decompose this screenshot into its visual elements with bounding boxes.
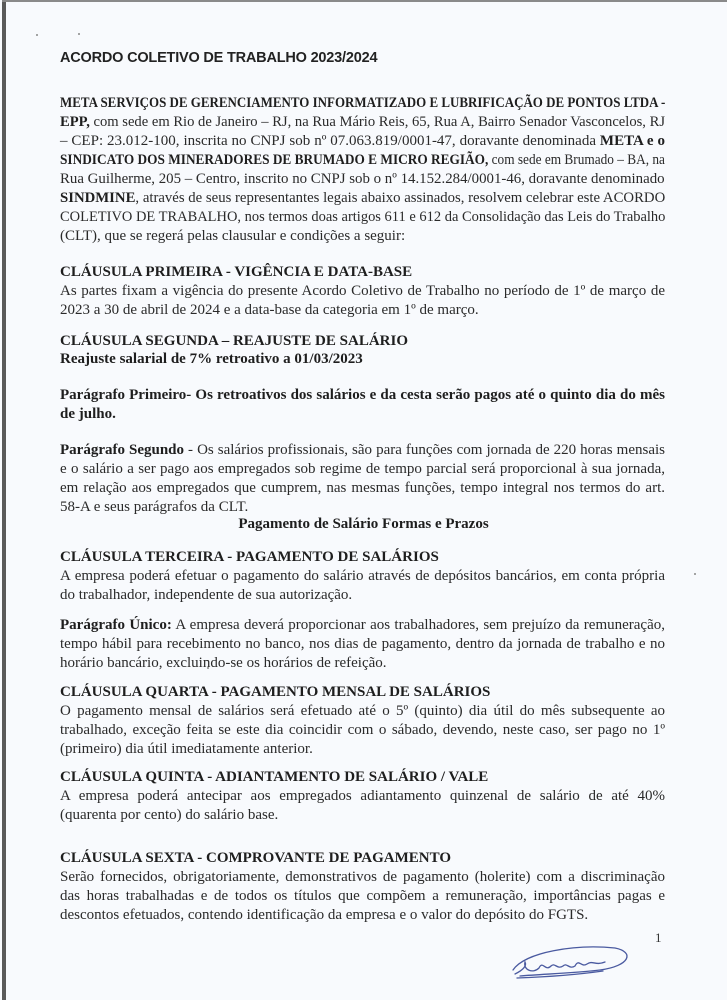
clause-text: As partes fixam a vigência do presente Acordo Coletivo de Trabalho no período de 1º de março de: [60, 283, 665, 299]
scan-speck: [36, 34, 38, 36]
clause-text: trabalhado, exceção feita se este dia coincidir com o sábado, devendo, neste caso, ser pago no 1º: [60, 722, 665, 738]
preamble-line: [60, 94, 665, 113]
clause-text: 2023 a 30 de abril de 2024 e a data-base da categoria em 1º de março.: [60, 302, 479, 318]
paragraph-text: tempo hábil para recebimento no banco, nos dias de pagamento, dentro da jornada de trabalho e no: [60, 636, 665, 652]
document-title: ACORDO COLETIVO DE TRABALHO 2023/2024: [60, 50, 378, 66]
paragraph-text: em relação aos empregados que cumprem, nas mesmas funções, tempo integral nos termos do art.: [60, 480, 665, 496]
section-title: Pagamento de Salário Formas e Prazos: [238, 516, 489, 532]
paragraph-text: e o salário a ser pago aos empregados sob regime de tempo parcial será proporcional à sua jornada,: [60, 461, 665, 477]
preamble-line: [60, 227, 665, 246]
preamble-text: com sede em Rio de Janeiro – RJ, na Rua Mário Reis, 65, Rua A, Bairro Senador Vasconcelos, RJ: [89, 114, 666, 130]
paragraph-text: Parágrafo Primeiro- Os retroativos dos salários e da cesta serão pagos até o quinto dia do mês: [60, 387, 665, 403]
clause-text: Serão fornecidos, obrigatoriamente, demonstrativos de pagamento (holerite) com a discriminação: [60, 869, 665, 885]
signature-image: [505, 940, 635, 985]
clause-heading: CLÁUSULA SEXTA - COMPROVANTE DE PAGAMENTO: [60, 850, 452, 866]
clause-heading: CLÁUSULA QUARTA - PAGAMENTO MENSAL DE SALÁRIOS: [60, 684, 491, 700]
party-alias: META e o: [599, 133, 665, 149]
preamble-text: – CEP: 23.012-100, inscrita no CNPJ sob nº 07.063.819/0001-47, doravante denominada: [60, 133, 600, 149]
clause-heading: CLÁUSULA TERCEIRA - PAGAMENTO DE SALÁRIOS: [60, 549, 439, 565]
preamble-text: Rua Guilherme, 205 – Centro, inscrito no CNPJ sob o nº 14.152.284/0001-46, doravante denominado: [60, 171, 665, 187]
paragraph-text: de julho.: [60, 406, 116, 422]
paragraph-label: Parágrafo Segundo: [60, 442, 185, 458]
clause-subheading: Reajuste salarial de 7% retroativo a 01/03/2023: [60, 351, 363, 367]
page-number: 1: [655, 930, 662, 945]
paragraph-line: [60, 616, 665, 635]
clause-text: descontos efetuados, contendo identificação da empresa e o valor do depósito do FGTS.: [60, 907, 589, 923]
paragraph-text: 58-A e seus parágrafos da CLT.: [60, 499, 249, 515]
preamble-text: (CLT), que se regerá pelas clausular e condições a seguir:: [60, 228, 406, 244]
signature-underline: [517, 971, 603, 978]
party-suffix: EPP,: [60, 114, 90, 130]
clause-text: (quarenta por cento) do salário base.: [60, 807, 279, 823]
clause-heading: CLÁUSULA PRIMEIRA - VIGÊNCIA E DATA-BASE: [60, 264, 413, 280]
paragraph-text: A empresa deverá proporcionar aos trabalhadores, sem prejuízo da remuneração,: [171, 617, 665, 633]
preamble-line: [60, 151, 665, 170]
clause-text: (primeiro) dia útil imediatamente anterior.: [60, 741, 313, 757]
preamble-text: COLETIVO DE TRABALHO, nos termos doas artigos 611 e 612 da Consolidação das Leis do Trabalho: [60, 209, 666, 225]
scan-edge-left: [2, 2, 6, 1000]
paragraph-text: - Os salários profissionais, são para funções com jornada de 220 horas mensais: [184, 442, 665, 458]
clause-heading: CLÁUSULA SEGUNDA – REAJUSTE DE SALÁRIO: [60, 333, 408, 349]
clause-text: O pagamento mensal de salários será efetuado até o 5º (quinto) dia útil do mês subsequente ao: [60, 703, 665, 719]
preamble-line: [60, 170, 665, 189]
clause-text: A empresa poderá antecipar aos empregados adiantamento quinzenal de salário de até 40%: [60, 788, 665, 804]
signature-loop: [513, 947, 627, 976]
scan-edge-top: [2, 0, 727, 2]
clause-heading: CLÁUSULA QUINTA - ADIANTAMENTO DE SALÁRIO / VALE: [60, 769, 489, 785]
preamble-text: com sede em Brumado – BA, na: [488, 152, 665, 168]
preamble-line: [60, 113, 665, 132]
preamble-text: , através de seus representantes legais abaixo assinados, resolvem celebrar este ACORDO: [135, 190, 666, 206]
party-name: SINDICATO DOS MINERADORES DE BRUMADO E MICRO REGIÃO,: [60, 152, 489, 168]
scan-speck: [78, 33, 80, 35]
preamble-line: [60, 208, 665, 227]
preamble-line: [60, 189, 665, 208]
scan-speck: [694, 573, 696, 575]
party-alias: SINDMINE: [60, 190, 136, 206]
paragraph-label: Parágrafo Único:: [60, 617, 172, 633]
clause-text: A empresa poderá efetuar o pagamento do salário através de depósitos bancários, em conta própria: [60, 568, 665, 584]
clause-text: das horas trabalhadas e de todos os títulos que compõem a remuneração, importâncias pagas e: [60, 888, 665, 904]
clause-text: do trabalhador, independente de sua autorização.: [60, 587, 353, 603]
party-name: META SERVIÇOS DE GERENCIAMENTO INFORMATIZADO E LUBRIFICAÇÃO DE PONTOS LTDA -: [60, 95, 666, 111]
paragraph-text: horário bancário, excluindo-se os horários de refeição.: [60, 655, 387, 671]
paragraph-line: [60, 441, 665, 460]
preamble-line: [60, 132, 665, 151]
